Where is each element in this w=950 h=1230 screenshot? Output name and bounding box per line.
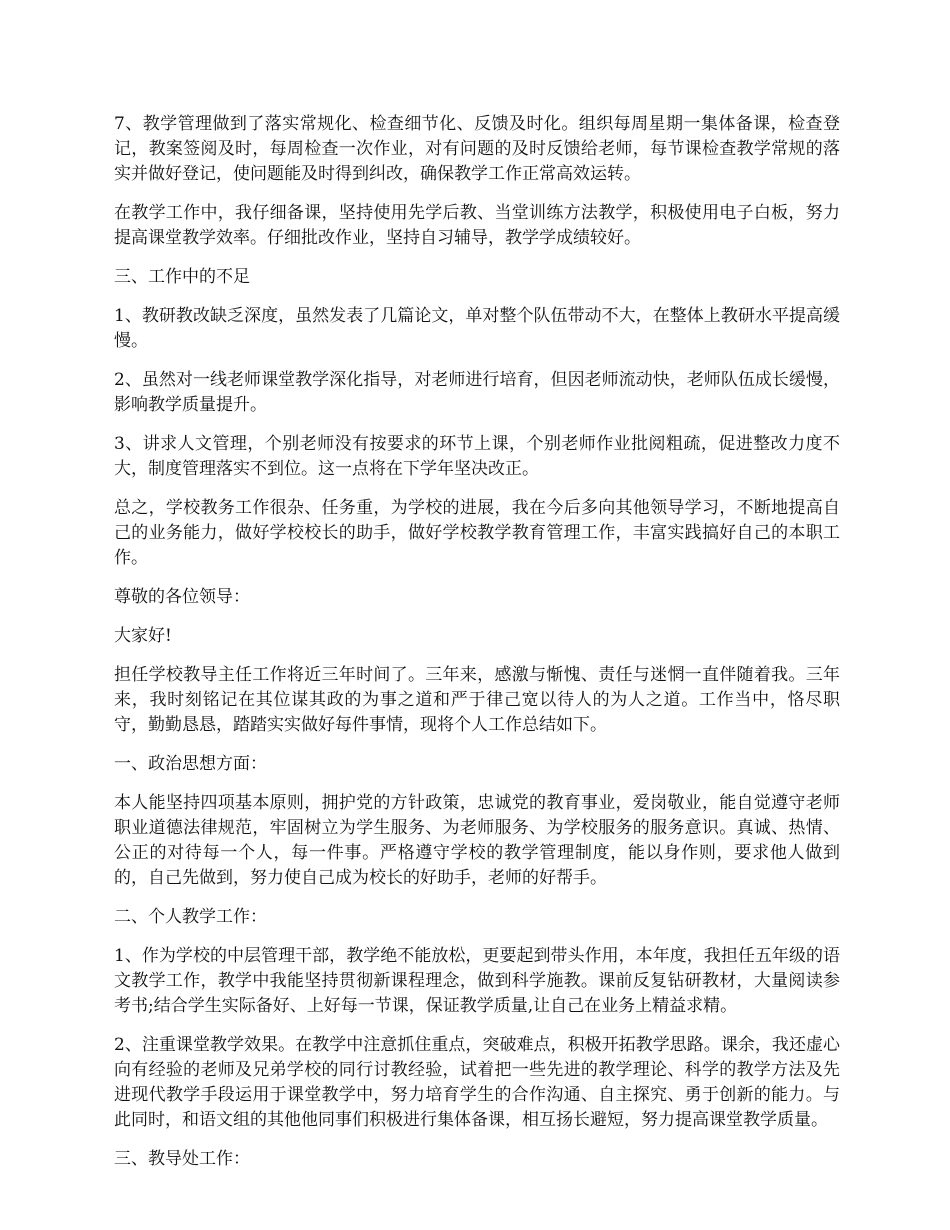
paragraph-summary: 总之，学校教务工作很杂、任务重，为学校的进展，我在今后多向其他领导学习，不断地提高自己的业务能力，做好学校校长的助手，做好学校教学教育管理工作，丰富实践搞好自己的本职工作。 [114, 498, 840, 568]
paragraph-intro: 担任学校教导主任工作将近三年时间了。三年来，感激与惭愧、责任与迷惘一直伴随着我。三年来，我时刻铭记在其位谋其政的为事之道和严于律己宽以待人的为人之道。工作当中，恪尽职守，勤勤恳恳，踏踏实实做好每件事情，现将个人工作总结如下。 [114, 665, 840, 735]
paragraph-political-thought: 本人能坚持四项基本原则，拥护党的方针政策，忠诚党的教育事业，爱岗敬业，能自觉遵守老师职业道德法律规范，牢固树立为学生服务、为老师服务、为学校服务的服务意识。真诚、热情、公正的对待每一个人，每一件事。严格遵守学校的教学管理制度，能以身作则，要求他人做到的，自己先做到，努力使自己成为校长的好助手，老师的好帮手。 [114, 793, 840, 888]
document-body [114, 112, 840, 1186]
heading-political-thought: 一、政治思想方面： [114, 754, 267, 774]
paragraph-shortcoming-2: 2、虽然对一线老师课堂教学深化指导，对老师进行培育，但因老师流动快，老师队伍成长缓慢，影响教学质量提升。 [114, 370, 840, 415]
heading-academic-office: 三、教导处工作： [114, 1149, 250, 1169]
paragraph-teaching-work: 在教学工作中，我仔细备课，坚持使用先学后教、当堂训练方法教学，积极使用电子白板，努力提高课堂教学效率。仔细批改作业，坚持自习辅导，教学学成绩较好。 [114, 203, 840, 248]
greeting: 大家好! [114, 626, 172, 646]
heading-personal-teaching: 二、个人教学工作： [114, 907, 267, 927]
paragraph-management-7: 7、教学管理做到了落实常规化、检查细节化、反馈及时化。组织每周星期一集体备课，检查登记，教案签阅及时，每周检查一次作业，对有问题的及时反馈给老师，每节课检查教学常规的落实并做好登记，使问题能及时得到纠改，确保教学工作正常高效运转。 [114, 114, 840, 184]
paragraph-personal-teaching-2: 2、注重课堂教学效果。在教学中注意抓住重点，突破难点，积极开拓教学思路。课余，我还虚心向有经验的老师及兄弟学校的同行讨教经验，试着把一些先进的教学理论、科学的教学方法及先进现代教学手段运用于课堂教学中，努力培育学生的合作沟通、自主探究、勇于创新的能力。与此同时，和语文组的其他他同事们积极进行集体备课，相互扬长避短，努力提高课堂教学质量。 [114, 1035, 840, 1130]
salutation: 尊敬的各位领导： [114, 587, 250, 607]
paragraph-personal-teaching-1: 1、作为学校的中层管理干部，教学绝不能放松，更要起到带头作用，本年度，我担任五年级的语文教学工作，教学中我能坚持贯彻新课程理念，做到科学施教。课前反复钻研教材，大量阅读参考书;结合学生实际备好、上好每一节课，保证教学质量,让自己在业务上精益求精。 [114, 946, 840, 1016]
heading-shortcomings: 三、工作中的不足 [114, 267, 250, 287]
paragraph-shortcoming-1: 1、教研教改缺乏深度，虽然发表了几篇论文，单对整个队伍带动不大，在整体上教研水平提高缓慢。 [114, 306, 840, 351]
paragraph-shortcoming-3: 3、讲求人文管理，个别老师没有按要求的环节上课，个别老师作业批阅粗疏，促进整改力度不大，制度管理落实不到位。这一点将在下学年坚决改正。 [114, 434, 840, 479]
